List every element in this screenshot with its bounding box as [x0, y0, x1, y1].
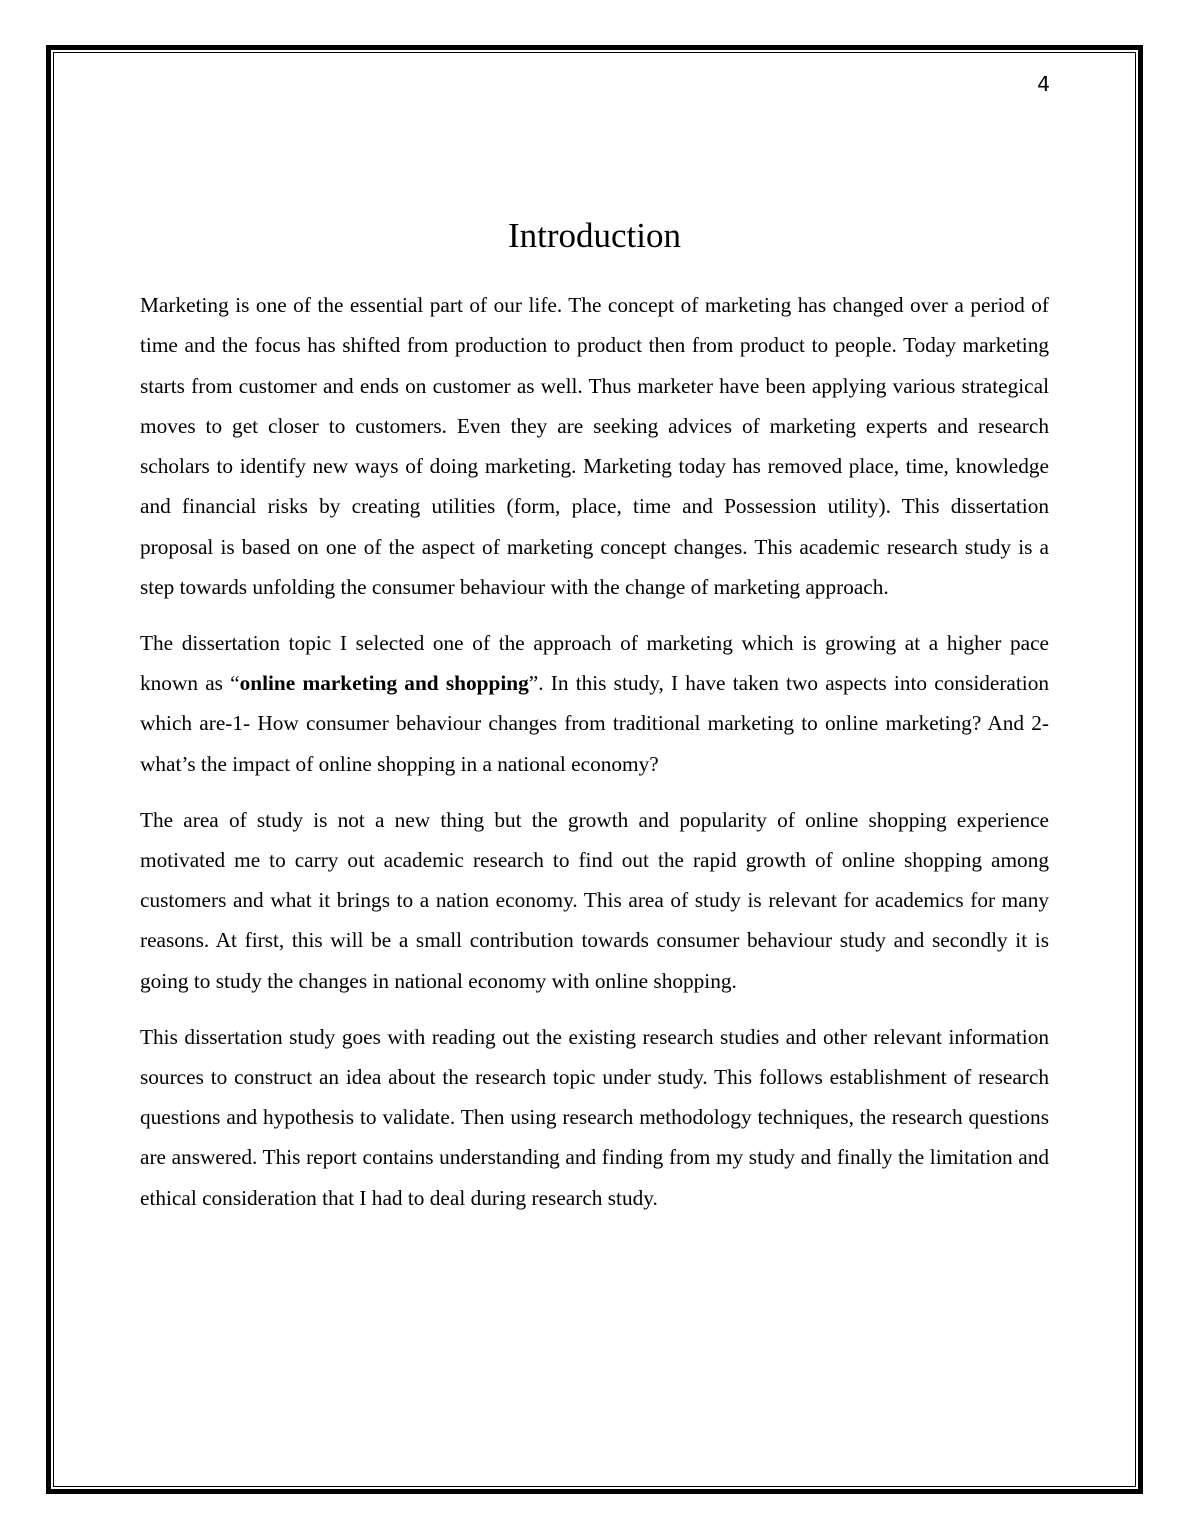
paragraph-2-text-after: ”. In this study, I have taken two aspects into consideration which are-1- How consumer behaviour changes from traditional marketing to online marketing? And 2- what’s the impact of online shopping in a national economy? — [140, 671, 1050, 776]
paragraph-4: This dissertation study goes with reading out the existing research studies and other relevant information sources to construct an idea about the research topic under study. This follows establishment of research questions and hypothesis to validate. Then using research methodology techniques, the research questions are answered. This report contains understanding and finding from my study and finally the limitation and ethical consideration that I had to deal during research study. — [140, 1024, 1049, 1210]
section-title: Introduction — [507, 216, 682, 255]
paragraph-1: Marketing is one of the essential part of our life. The concept of marketing has changed over a period of time and the focus has shifted from production to product then from product to people. Today marketing starts from customer and ends on customer as well. Thus marketer have been applying various strategical moves to get closer to customers. Even they are seeking advices of marketing experts and research scholars to identify new ways of doing marketing. Marketing today has removed place, time, knowledge and financial risks by creating utilities (form, place, time and Possession utility). This dissertation proposal is based on one of the aspect of marketing concept changes. This academic research study is a step towards unfolding the consumer behaviour with the change of marketing approach. — [140, 293, 1049, 600]
paragraph-2-text-before: The dissertation topic I selected one of the approach of marketing which is growing at a higher pace known as “ — [140, 630, 1049, 696]
paragraph-3: The area of study is not a new thing but the growth and popularity of online shopping experience motivated me to carry out academic research to find out the rapid growth of online shopping among customers and what it brings to a nation economy. This area of study is relevant for academics for many reasons. At first, this will be a small contribution towards consumer behaviour study and secondly it is going to study the changes in national economy with online shopping. — [140, 807, 1049, 993]
paragraph-2 — [140, 623, 1049, 784]
body-text — [140, 285, 1049, 1234]
page-number: 4 — [1037, 72, 1050, 96]
paragraph-2-bold-topic: online marketing and shopping — [239, 671, 529, 696]
